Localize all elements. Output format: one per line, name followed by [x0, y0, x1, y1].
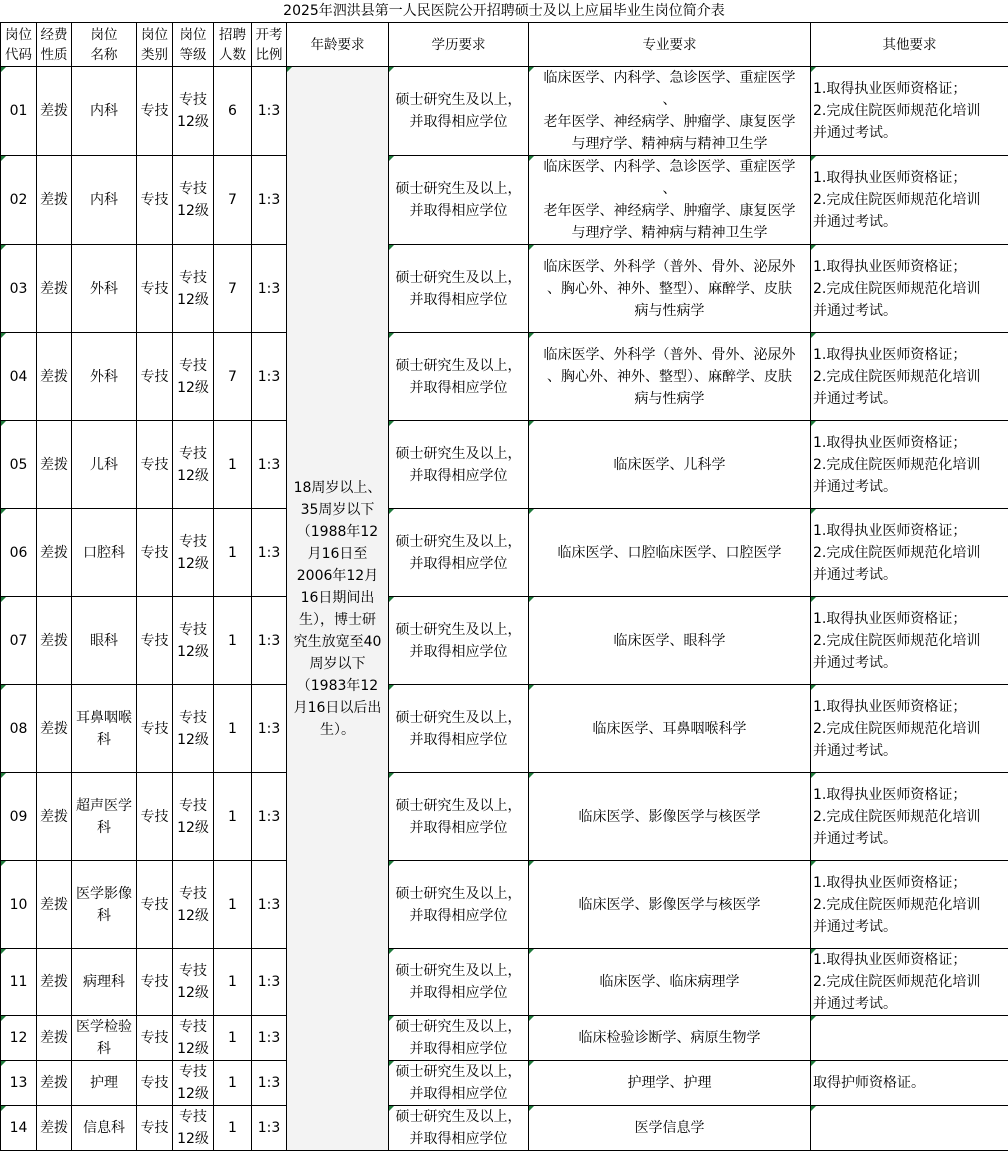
- cell-ratio: 1:3: [252, 67, 287, 156]
- header-funding: 经费 性质: [37, 23, 72, 67]
- cell-education: 硕士研究生及以上， 并取得相应学位: [389, 67, 529, 156]
- cell-count: 1: [214, 949, 252, 1016]
- cell-funding: 差拨: [37, 685, 72, 773]
- cell-education: 硕士研究生及以上， 并取得相应学位: [389, 333, 529, 421]
- cell-category: 专技: [137, 156, 173, 245]
- cell-level: 专技 12级: [173, 156, 214, 245]
- cell-category: 专技: [137, 597, 173, 685]
- cell-funding: 差拨: [37, 421, 72, 509]
- cell-level: 专技 12级: [173, 1106, 214, 1151]
- cell-education: 硕士研究生及以上， 并取得相应学位: [389, 773, 529, 861]
- cell-level: 专技 12级: [173, 1016, 214, 1061]
- cell-funding: 差拨: [37, 597, 72, 685]
- cell-count: 1: [214, 1016, 252, 1061]
- header-age: 年龄要求: [287, 23, 389, 67]
- cell-level: 专技 12级: [173, 1061, 214, 1106]
- cell-category: 专技: [137, 245, 173, 333]
- cell-code: 11: [1, 949, 37, 1016]
- table-row: [1, 597, 1008, 685]
- cell-other: 1.取得执业医师资格证； 2.完成住院医师规范化培训 并通过考试。: [811, 156, 1008, 245]
- cell-code: 10: [1, 861, 37, 949]
- table-row: [1, 421, 1008, 509]
- cell-category: 专技: [137, 333, 173, 421]
- cell-education: 硕士研究生及以上， 并取得相应学位: [389, 1016, 529, 1061]
- cell-funding: 差拨: [37, 1106, 72, 1151]
- cell-funding: 差拨: [37, 509, 72, 597]
- cell-level: 专技 12级: [173, 67, 214, 156]
- header-category: 岗位 类别: [137, 23, 173, 67]
- cell-code: 06: [1, 509, 37, 597]
- cell-name: 口腔科: [72, 509, 137, 597]
- cell-funding: 差拨: [37, 861, 72, 949]
- cell-education: 硕士研究生及以上， 并取得相应学位: [389, 1061, 529, 1106]
- header-education: 学历要求: [389, 23, 529, 67]
- positions-table: [0, 22, 1008, 1151]
- cell-level: 专技 12级: [173, 861, 214, 949]
- cell-major: 临床医学、内科学、急诊医学、重症医学 、 老年医学、神经病学、肿瘤学、康复医学 与理疗学、精神病与精神卫生学: [529, 156, 811, 245]
- cell-category: 专技: [137, 509, 173, 597]
- cell-ratio: 1:3: [252, 421, 287, 509]
- cell-count: 7: [214, 245, 252, 333]
- cell-category: 专技: [137, 685, 173, 773]
- cell-category: 专技: [137, 773, 173, 861]
- cell-level: 专技 12级: [173, 949, 214, 1016]
- cell-funding: 差拨: [37, 1061, 72, 1106]
- cell-other: 取得护师资格证。: [811, 1061, 1008, 1106]
- cell-major: 临床医学、临床病理学: [529, 949, 811, 1016]
- cell-other: 1.取得执业医师资格证； 2.完成住院医师规范化培训 并通过考试。: [811, 421, 1008, 509]
- cell-category: 专技: [137, 1106, 173, 1151]
- cell-level: 专技 12级: [173, 773, 214, 861]
- table-row: [1, 245, 1008, 333]
- table-row: [1, 685, 1008, 773]
- cell-funding: 差拨: [37, 773, 72, 861]
- cell-count: 1: [214, 509, 252, 597]
- cell-level: 专技 12级: [173, 597, 214, 685]
- cell-code: 04: [1, 333, 37, 421]
- cell-name: 医学检验 科: [72, 1016, 137, 1061]
- cell-other: 1.取得执业医师资格证； 2.完成住院医师规范化培训 并通过考试。: [811, 861, 1008, 949]
- cell-category: 专技: [137, 67, 173, 156]
- cell-name: 超声医学 科: [72, 773, 137, 861]
- table-row: [1, 949, 1008, 1016]
- cell-ratio: 1:3: [252, 685, 287, 773]
- cell-major: 临床医学、内科学、急诊医学、重症医学 、 老年医学、神经病学、肿瘤学、康复医学 与理疗学、精神病与精神卫生学: [529, 67, 811, 156]
- cell-category: 专技: [137, 421, 173, 509]
- cell-other: [811, 1016, 1008, 1061]
- cell-education: 硕士研究生及以上， 并取得相应学位: [389, 421, 529, 509]
- cell-ratio: 1:3: [252, 949, 287, 1016]
- cell-category: 专技: [137, 861, 173, 949]
- cell-education: 硕士研究生及以上， 并取得相应学位: [389, 156, 529, 245]
- cell-name: 信息科: [72, 1106, 137, 1151]
- cell-count: 1: [214, 1061, 252, 1106]
- cell-name: 儿科: [72, 421, 137, 509]
- cell-count: 1: [214, 861, 252, 949]
- table-row: [1, 1106, 1008, 1151]
- cell-education: 硕士研究生及以上， 并取得相应学位: [389, 685, 529, 773]
- cell-category: 专技: [137, 949, 173, 1016]
- cell-code: 12: [1, 1016, 37, 1061]
- cell-name: 内科: [72, 156, 137, 245]
- header-row: [1, 23, 1008, 67]
- cell-major: 医学信息学: [529, 1106, 811, 1151]
- cell-name: 外科: [72, 245, 137, 333]
- cell-ratio: 1:3: [252, 245, 287, 333]
- cell-education: 硕士研究生及以上， 并取得相应学位: [389, 245, 529, 333]
- cell-ratio: 1:3: [252, 1106, 287, 1151]
- cell-name: 医学影像 科: [72, 861, 137, 949]
- cell-code: 05: [1, 421, 37, 509]
- cell-major: 临床医学、影像医学与核医学: [529, 861, 811, 949]
- cell-other: 1.取得执业医师资格证； 2.完成住院医师规范化培训 并通过考试。: [811, 949, 1008, 1016]
- cell-name: 眼科: [72, 597, 137, 685]
- cell-level: 专技 12级: [173, 685, 214, 773]
- cell-major: 临床医学、影像医学与核医学: [529, 773, 811, 861]
- cell-level: 专技 12级: [173, 509, 214, 597]
- cell-code: 13: [1, 1061, 37, 1106]
- cell-ratio: 1:3: [252, 1061, 287, 1106]
- cell-ratio: 1:3: [252, 861, 287, 949]
- cell-ratio: 1:3: [252, 156, 287, 245]
- cell-major: 临床医学、外科学（普外、骨外、泌尿外 、胸心外、神外、整型）、麻醉学、皮肤 病与性病学: [529, 245, 811, 333]
- cell-name: 内科: [72, 67, 137, 156]
- cell-level: 专技 12级: [173, 245, 214, 333]
- cell-name: 耳鼻咽喉 科: [72, 685, 137, 773]
- cell-ratio: 1:3: [252, 773, 287, 861]
- cell-other: 1.取得执业医师资格证； 2.完成住院医师规范化培训 并通过考试。: [811, 509, 1008, 597]
- cell-education: 硕士研究生及以上， 并取得相应学位: [389, 949, 529, 1016]
- cell-age: 18周岁以上、 35周岁以下 （1988年12 月16日至 2006年12月 16日期间出 生），博士研 究生放宽至40 周岁以下 （1983年12 月16日以后出 生）。: [287, 67, 389, 1151]
- cell-code: 01: [1, 67, 37, 156]
- cell-name: 护理: [72, 1061, 137, 1106]
- header-level: 岗位 等级: [173, 23, 214, 67]
- cell-education: 硕士研究生及以上， 并取得相应学位: [389, 597, 529, 685]
- cell-other: 1.取得执业医师资格证； 2.完成住院医师规范化培训 并通过考试。: [811, 773, 1008, 861]
- table-row: [1, 156, 1008, 245]
- cell-major: 临床医学、眼科学: [529, 597, 811, 685]
- cell-count: 1: [214, 685, 252, 773]
- cell-count: 1: [214, 1106, 252, 1151]
- cell-other: 1.取得执业医师资格证； 2.完成住院医师规范化培训 并通过考试。: [811, 685, 1008, 773]
- cell-count: 1: [214, 421, 252, 509]
- cell-funding: 差拨: [37, 333, 72, 421]
- cell-count: 1: [214, 597, 252, 685]
- cell-code: 08: [1, 685, 37, 773]
- cell-other: 1.取得执业医师资格证； 2.完成住院医师规范化培训 并通过考试。: [811, 245, 1008, 333]
- table-row: [1, 1016, 1008, 1061]
- cell-funding: 差拨: [37, 156, 72, 245]
- cell-name: 外科: [72, 333, 137, 421]
- cell-other: 1.取得执业医师资格证； 2.完成住院医师规范化培训 并通过考试。: [811, 597, 1008, 685]
- cell-code: 14: [1, 1106, 37, 1151]
- cell-ratio: 1:3: [252, 509, 287, 597]
- cell-education: 硕士研究生及以上， 并取得相应学位: [389, 1106, 529, 1151]
- cell-count: 6: [214, 67, 252, 156]
- table-row: [1, 67, 1008, 156]
- cell-other: 1.取得执业医师资格证； 2.完成住院医师规范化培训 并通过考试。: [811, 333, 1008, 421]
- cell-funding: 差拨: [37, 245, 72, 333]
- cell-education: 硕士研究生及以上， 并取得相应学位: [389, 861, 529, 949]
- cell-major: 临床医学、口腔临床医学、口腔医学: [529, 509, 811, 597]
- cell-major: 临床医学、外科学（普外、骨外、泌尿外 、胸心外、神外、整型）、麻醉学、皮肤 病与性病学: [529, 333, 811, 421]
- header-name: 岗位 名称: [72, 23, 137, 67]
- page-title: 2025年泗洪县第一人民医院公开招聘硕士及以上应届毕业生岗位简介表: [283, 3, 725, 19]
- cell-code: 07: [1, 597, 37, 685]
- header-major: 专业要求: [529, 23, 811, 67]
- cell-count: 1: [214, 773, 252, 861]
- cell-ratio: 1:3: [252, 333, 287, 421]
- table-row: [1, 333, 1008, 421]
- header-count: 招聘 人数: [214, 23, 252, 67]
- table-row: [1, 509, 1008, 597]
- table-row: [1, 773, 1008, 861]
- cell-education: 硕士研究生及以上， 并取得相应学位: [389, 509, 529, 597]
- table-row: [1, 861, 1008, 949]
- header-other: 其他要求: [811, 23, 1008, 67]
- cell-other: 1.取得执业医师资格证； 2.完成住院医师规范化培训 并通过考试。: [811, 67, 1008, 156]
- cell-count: 7: [214, 156, 252, 245]
- cell-funding: 差拨: [37, 67, 72, 156]
- cell-level: 专技 12级: [173, 421, 214, 509]
- cell-other: [811, 1106, 1008, 1151]
- cell-funding: 差拨: [37, 1016, 72, 1061]
- cell-count: 7: [214, 333, 252, 421]
- header-code: 岗位 代码: [1, 23, 37, 67]
- cell-funding: 差拨: [37, 949, 72, 1016]
- table-row: [1, 1061, 1008, 1106]
- header-ratio: 开考 比例: [252, 23, 287, 67]
- cell-major: 临床检验诊断学、病原生物学: [529, 1016, 811, 1061]
- cell-major: 护理学、护理: [529, 1061, 811, 1106]
- cell-category: 专技: [137, 1016, 173, 1061]
- cell-major: 临床医学、儿科学: [529, 421, 811, 509]
- cell-name: 病理科: [72, 949, 137, 1016]
- cell-major: 临床医学、耳鼻咽喉科学: [529, 685, 811, 773]
- cell-ratio: 1:3: [252, 1016, 287, 1061]
- cell-code: 02: [1, 156, 37, 245]
- cell-category: 专技: [137, 1061, 173, 1106]
- cell-code: 03: [1, 245, 37, 333]
- cell-code: 09: [1, 773, 37, 861]
- cell-level: 专技 12级: [173, 333, 214, 421]
- cell-ratio: 1:3: [252, 597, 287, 685]
